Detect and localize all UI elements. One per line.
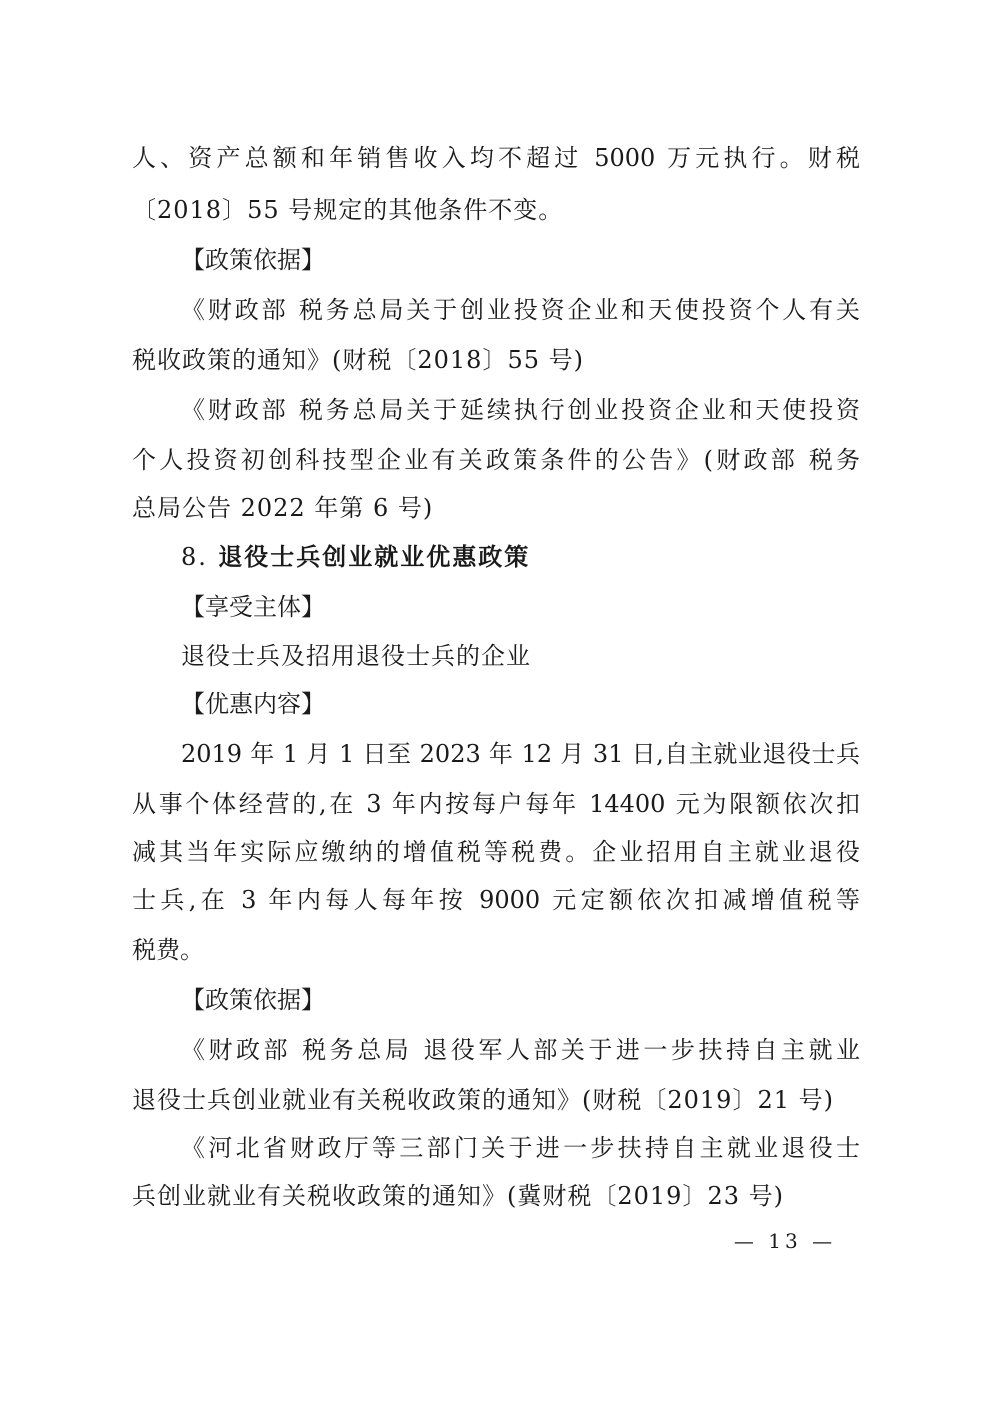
body-text-line: 《财政部 税务总局关于延续执行创业投资企业和天使投资 [181, 396, 860, 424]
body-text-line: 士兵,在 3 年内每人每年按 9000 元定额依次扣减增值税等 [132, 886, 860, 914]
body-text-line: 《财政部 税务总局关于创业投资企业和天使投资个人有关 [181, 296, 860, 324]
section-title: 退役士兵创业就业优惠政策 [218, 543, 531, 571]
section-label-beneficiary: 【享受主体】 [181, 593, 325, 621]
body-text-line: 减其当年实际应缴纳的增值税等税费。企业招用自主就业退役 [132, 838, 860, 866]
body-text-line: 退役士兵及招用退役士兵的企业 [181, 642, 531, 670]
body-text-line: 《财政部 税务总局 退役军人部关于进一步扶持自主就业 [181, 1036, 860, 1064]
section-label-benefit-content: 【优惠内容】 [181, 690, 325, 718]
body-text-line: 税费。 [132, 936, 204, 964]
body-text-line: 退役士兵创业就业有关税收政策的通知》(财税〔2019〕21 号) [132, 1086, 834, 1114]
body-text-line: 总局公告 2022 年第 6 号) [132, 494, 434, 522]
body-text-line: 〔2018〕55 号规定的其他条件不变。 [132, 196, 564, 224]
section-heading [181, 533, 860, 581]
section-number: 8. [181, 543, 208, 571]
page-number: — 13 — [733, 1229, 837, 1253]
body-text-line: 人、资产总额和年销售收入均不超过 5000 万元执行。财税 [132, 144, 860, 172]
body-text-line: 2019 年 1 月 1 日至 2023 年 12 月 31 日,自主就业退役士兵 [181, 740, 860, 768]
body-text-line: 税收政策的通知》(财税〔2018〕55 号) [132, 346, 584, 374]
body-text-line: 《河北省财政厅等三部门关于进一步扶持自主就业退役士 [181, 1134, 860, 1162]
section-label-policy-basis: 【政策依据】 [181, 986, 325, 1014]
body-text-line: 个人投资初创科技型企业有关政策条件的公告》(财政部 税务 [132, 446, 860, 474]
section-label-policy-basis: 【政策依据】 [181, 246, 325, 274]
body-text-line: 从事个体经营的,在 3 年内按每户每年 14400 元为限额依次扣 [132, 790, 860, 818]
body-text-line: 兵创业就业有关税收政策的通知》(冀财税〔2019〕23 号) [132, 1182, 784, 1210]
